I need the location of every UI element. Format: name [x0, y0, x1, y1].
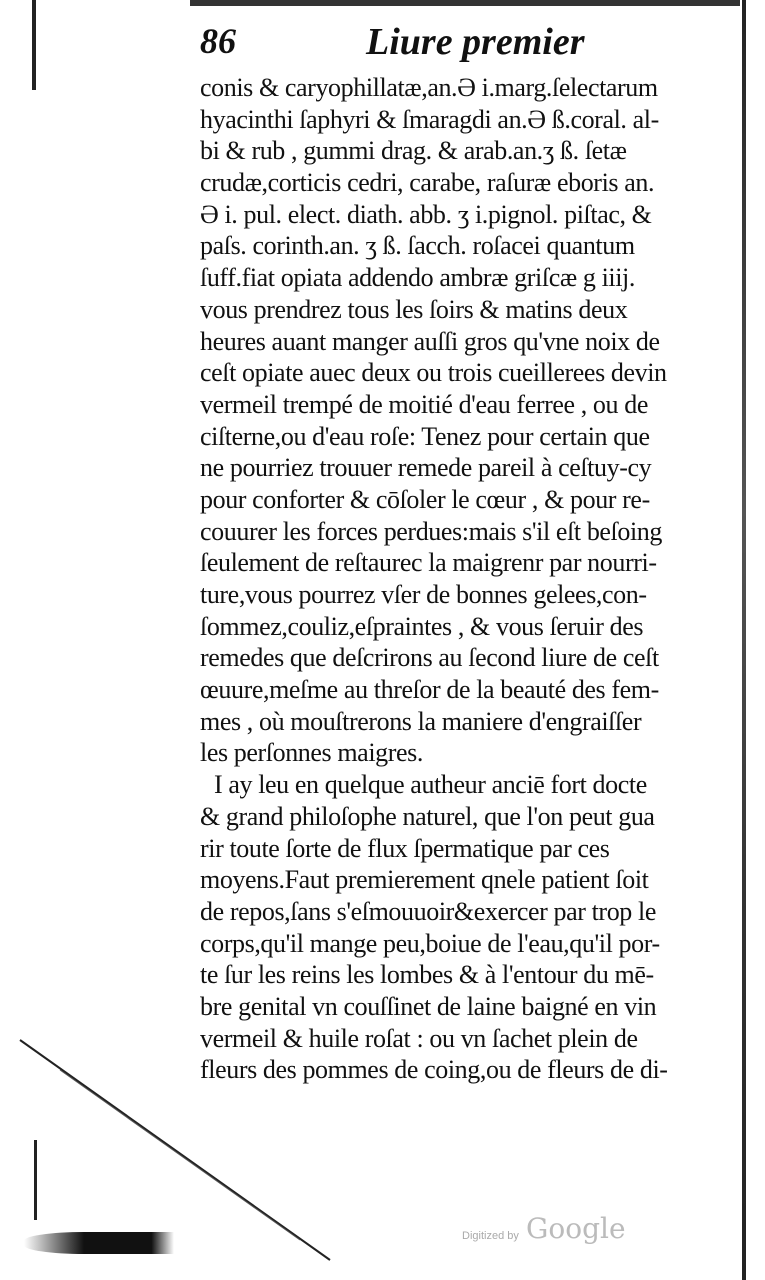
text-line: rir toute ſorte de flux ſpermatique par ces: [200, 833, 610, 863]
text-line: crudæ,corticis cedri, carabe, raſuræ eboris an.: [200, 168, 655, 198]
page-number: 86: [200, 21, 236, 61]
text-line: de repos,ſans s'eſmouuoir&exercer par trop le: [200, 896, 656, 926]
text-line: œuure,meſme au threſor de la beauté des fem-: [200, 675, 659, 705]
watermark-prefix: Digitized by: [462, 1230, 519, 1242]
text-line: bi & rub , gummi drag. & arab.an.ʒ ß. ſetæ: [200, 136, 627, 166]
text-line: couurer les forces perdues:mais s'il eſt beſoing: [200, 516, 663, 546]
text-line: ſuff.fiat opiata addendo ambræ griſcæ g iiij.: [200, 263, 635, 293]
text-line: ſeulement de reſtaurec la maigrenr par nourri-: [200, 548, 657, 578]
text-line: remedes que deſcrirons au ſecond liure de ceſt: [200, 643, 659, 673]
watermark-brand: Google: [526, 1212, 626, 1245]
text-line: paſs. corinth.an. ʒ ß. ſacch. roſacei quantum: [200, 231, 635, 261]
running-title: Liure premier: [366, 21, 585, 63]
text-line: mes , où mouſtrerons la maniere d'engraiſſer: [200, 706, 642, 736]
text-line: I ay leu en quelque autheur anciē fort docte: [214, 770, 647, 800]
text-line: ne pourriez trouuer remede pareil à ceſtuy-cy: [200, 453, 652, 483]
text-line: conis & caryophillatæ,an.Ə i.marg.ſelectarum: [200, 73, 658, 102]
text-line: vous prendrez tous les ſoirs & matins deux: [200, 294, 628, 324]
text-line: vermeil trempé de moitié d'eau ferree , ou de: [200, 389, 648, 419]
text-line: heures auant manger auſſi gros qu'vne noix de: [200, 326, 660, 356]
text-line: ciſterne,ou d'eau roſe: Tenez pour certain que: [200, 421, 650, 451]
text-line: vermeil & huile roſat : ou vn ſachet plein de: [200, 1023, 638, 1053]
text-line: & grand philoſophe naturel, que l'on peut gua: [200, 801, 655, 831]
text-line: corps,qu'il mange peu,boiue de l'eau,qu'il por-: [200, 928, 660, 958]
text-line: hyacinthi ſaphyri & ſmaragdi an.Ə ß.coral. al-: [200, 104, 659, 134]
text-line: ſommez,couliz,eſpraintes , & vous ſeruir des: [200, 611, 644, 641]
text-line: ture,vous pourrez vſer de bonnes gelees,con-: [200, 580, 647, 609]
text-line: pour conforter & cōſoler le cœur , & pour re-: [200, 484, 650, 514]
digitization-watermark: [462, 1212, 632, 1252]
text-line: moyens.Faut premierement qnele patient ſoit: [200, 865, 649, 895]
text-line: fleurs des pommes de coing,ou de fleurs de di-: [200, 1055, 668, 1085]
text-line: bre genital vn couſſinet de laine baigné en vin: [200, 991, 657, 1021]
text-line: ceſt opiate auec deux ou trois cueillerees devin: [200, 358, 667, 388]
text-line: Ə i. pul. elect. diath. abb. ʒ i.pignol. piſtac, &: [200, 199, 652, 229]
text-line: te ſur les reins les lombes & à l'entour du mē-: [200, 960, 654, 990]
text-line: les perſonnes maigres.: [200, 738, 423, 768]
body-text: [200, 72, 740, 1086]
binding-shadow: [24, 1232, 174, 1254]
page-header: [200, 20, 740, 72]
